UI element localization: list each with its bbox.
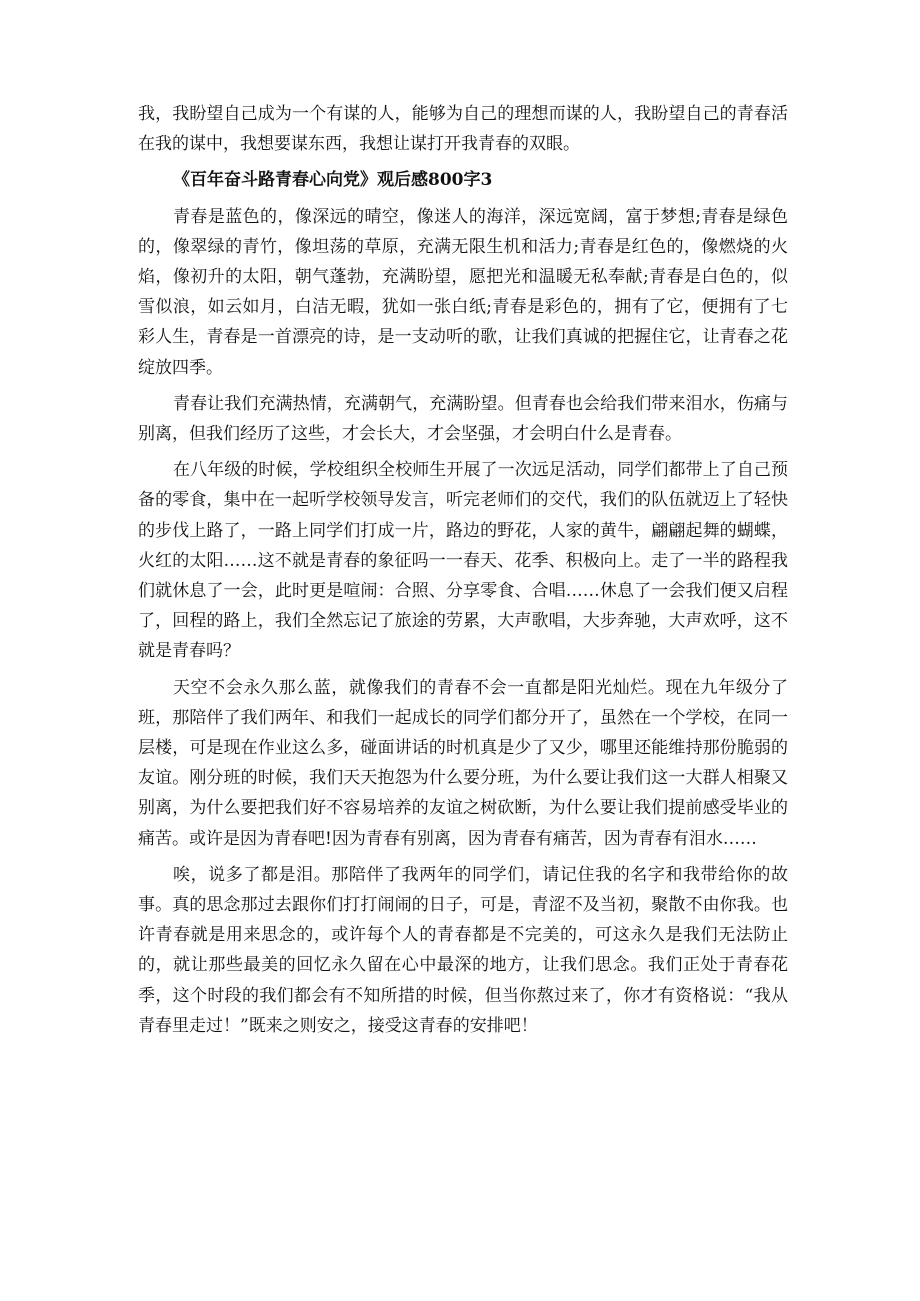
section-title: 《百年奋斗路青春心向党》观后感800字3 (173, 170, 493, 191)
paragraph-youth-passion: 青春让我们充满热情，充满朝气，充满盼望。但青春也会给我们带来泪水，伤痛与别离，但我们经历了这些，才会长大，才会坚强，才会明白什么是青春。 (138, 393, 788, 445)
paragraph-farewell: 唉，说多了都是泪。那陪伴了我两年的同学们，请记住我的名字和我带给你的故事。真的思念那过去跟你们打打闹闹的日子，可是，青涩不及当初，聚散不由你我。也许青春就是用来思念的，或许每个人的青春都是不完美的，可这永久是我们无法防止的，就让那些最美的回忆永久留在心中最深的地方，让我们思念。我们正处于青春花季，这个时段的我们都会有不知所措的时候，但当你熬过来了，你才有资格说：“我从青春里走过！”既来之则安之，接受这青春的安排吧！ (138, 864, 788, 1036)
intro-paragraph: 我，我盼望自己成为一个有谋的人，能够为自己的理想而谋的人，我盼望自己的青春活在我的谋中，我想要谋东西，我想让谋打开我青春的双眼。 (138, 104, 788, 155)
paragraph-class-separation: 天空不会永久那么蓝，就像我们的青春不会一直都是阳光灿烂。现在九年级分了班，那陪伴了我们两年、和我们一起成长的同学们都分开了，虽然在一个学校，在同一层楼，可是现在作业这么多，碰面讲话的时机真是少了又少，哪里还能维持那份脆弱的友谊。刚分班的时候，我们天天抱怨为什么要分班，为什么要让我们这一大群人相聚又别离，为什么要把我们好不容易培养的友谊之树砍断，为什么要让我们提前感受毕业的痛苦。或许是因为青春吧!因为青春有别离，因为青春有痛苦，因为青春有泪水…… (138, 677, 788, 849)
paragraph-hiking-trip: 在八年级的时候，学校组织全校师生开展了一次远足活动，同学们都带上了自己预备的零食，集中在一起听学校领导发言，听完老师们的交代，我们的队伍就迈上了轻快的步伐上路了，一路上同学们打成一片，路边的野花，人家的黄牛，翩翩起舞的蝴蝶，火红的太阳……这不就是青春的象征吗一一春天、花季、积极向上。走了一半的路程我们就休息了一会，此时更是喧闹：合照、分享零食、合唱……休息了一会我们便又启程了，回程的路上，我们全然忘记了旅途的劳累，大声歌唱，大步奔驰，大声欢呼，这不就是青春吗？ (138, 460, 788, 662)
document-body (138, 99, 788, 1047)
paragraph-colors-of-youth: 青春是蓝色的，像深远的晴空，像迷人的海洋，深远宽阔，富于梦想;青春是绿色的，像翠绿的青竹，像坦荡的草原，充满无限生机和活力;青春是红色的，像燃烧的火焰，像初升的太阳，朝气蓬勃，充满盼望，愿把光和温暖无私奉献;青春是白色的，似雪似浪，如云如月，白洁无暇，犹如一张白纸;青春是彩色的，拥有了它，便拥有了七彩人生，青春是一首漂亮的诗，是一支动听的歌，让我们真诚的把握住它，让青春之花绽放四季。 (138, 206, 788, 378)
